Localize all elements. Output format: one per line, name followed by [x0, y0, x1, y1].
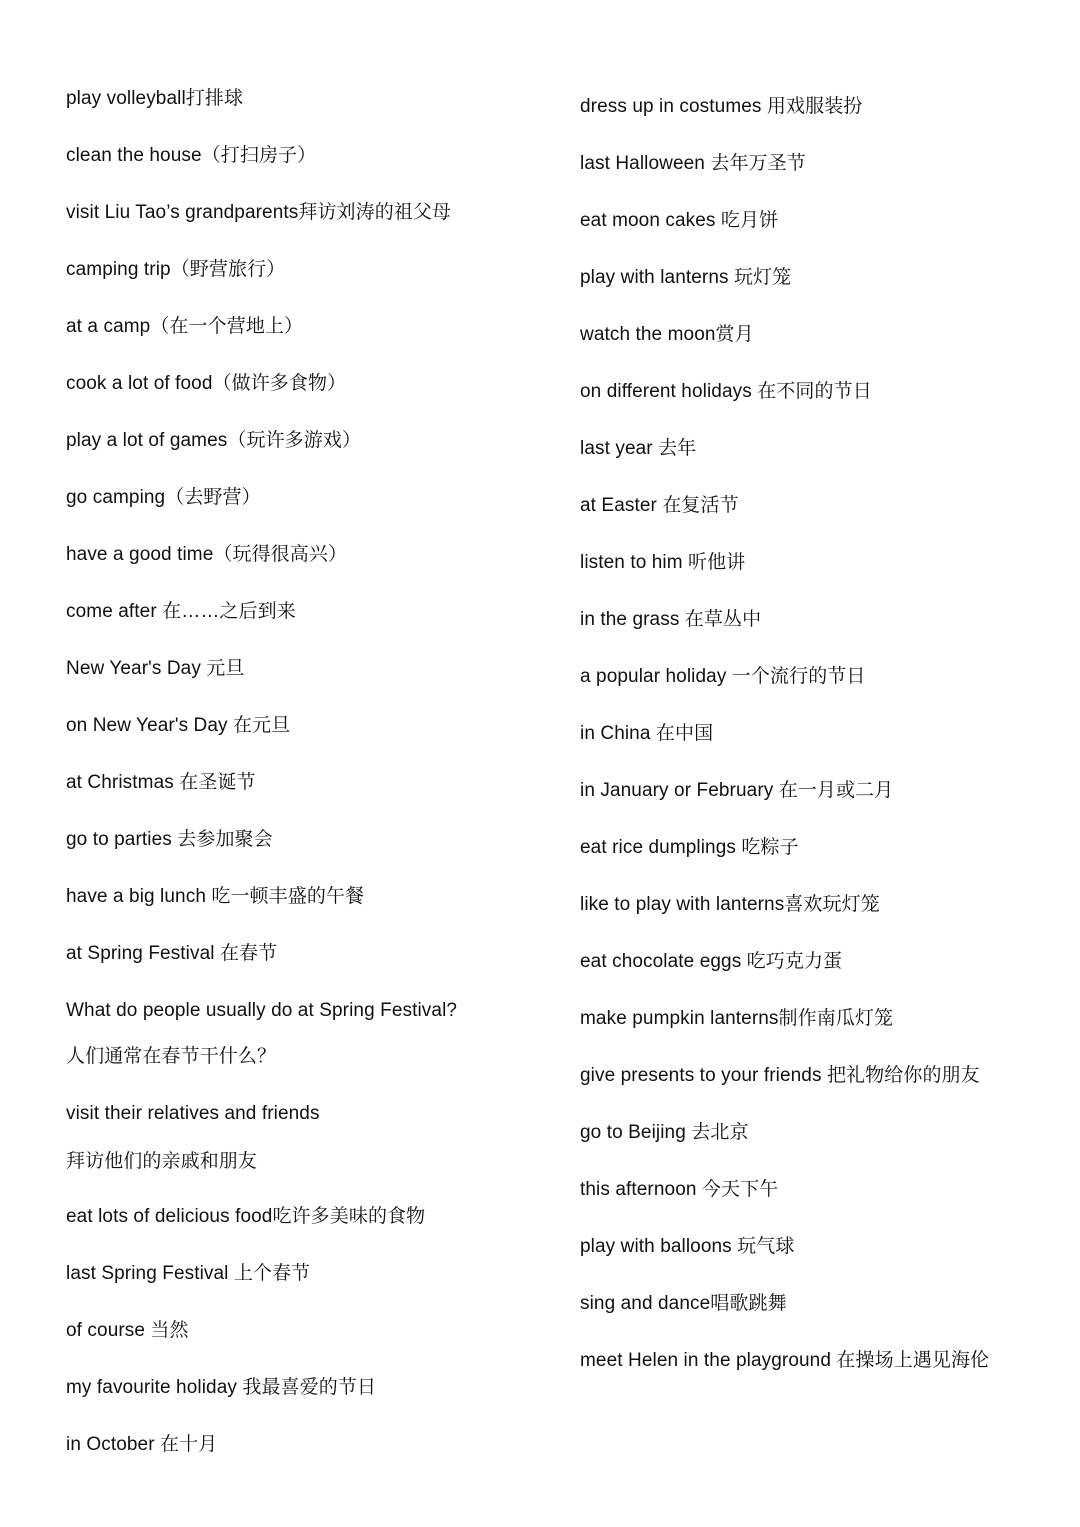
vocab-entry: meet Helen in the playground 在操场上遇见海伦	[580, 1350, 990, 1371]
vocab-entry: go camping（去野营）	[66, 487, 261, 508]
vocab-entry: on different holidays 在不同的节日	[580, 381, 872, 402]
vocab-entry: camping trip（野营旅行）	[66, 259, 286, 280]
vocab-entry: last year 去年	[580, 438, 697, 459]
vocab-entry: last Halloween 去年万圣节	[580, 153, 806, 174]
vocab-entry: at Spring Festival 在春节	[66, 943, 278, 964]
vocab-entry: this afternoon 今天下午	[580, 1179, 779, 1200]
vocab-entry: New Year's Day 元旦	[66, 658, 245, 679]
vocab-entry: sing and dance唱歌跳舞	[580, 1293, 787, 1314]
vocab-entry: watch the moon赏月	[580, 324, 754, 345]
vocab-entry: in January or February 在一月或二月	[580, 780, 894, 801]
vocab-entry: in China 在中国	[580, 723, 714, 744]
vocab-entry: play volleyball打排球	[66, 88, 244, 109]
vocab-entry: at Easter 在复活节	[580, 495, 739, 516]
vocab-entry: on New Year's Day 在元旦	[66, 715, 291, 736]
vocab-entry: have a good time（玩得很高兴）	[66, 544, 348, 565]
vocab-entry: cook a lot of food（做许多食物）	[66, 373, 347, 394]
vocab-entry: listen to him 听他讲	[580, 552, 746, 573]
vocab-entry: have a big lunch 吃一顿丰盛的午餐	[66, 886, 365, 907]
vocab-entry: my favourite holiday 我最喜爱的节日	[66, 1377, 377, 1398]
vocab-entry: What do people usually do at Spring Festival?	[66, 1000, 458, 1021]
vocab-entry: eat lots of delicious food吃许多美味的食物	[66, 1206, 426, 1227]
vocab-entry: a popular holiday 一个流行的节日	[580, 666, 866, 687]
vocab-entry: give presents to your friends 把礼物给你的朋友	[580, 1065, 980, 1086]
vocab-entry: make pumpkin lanterns制作南瓜灯笼	[580, 1008, 894, 1029]
vocab-entry: at a camp（在一个营地上）	[66, 316, 304, 337]
vocab-entry: eat rice dumplings 吃粽子	[580, 837, 799, 858]
vocab-entry: clean the house（打扫房子）	[66, 145, 317, 166]
vocab-entry: eat moon cakes 吃月饼	[580, 210, 779, 231]
vocab-entry: in the grass 在草丛中	[580, 609, 762, 630]
vocab-entry: of course 当然	[66, 1320, 189, 1341]
vocab-entry: dress up in costumes 用戏服装扮	[580, 96, 863, 117]
vocab-entry: eat chocolate eggs 吃巧克力蛋	[580, 951, 843, 972]
vocab-entry: go to parties 去参加聚会	[66, 829, 273, 850]
vocab-entry: play with balloons 玩气球	[580, 1236, 795, 1257]
vocab-entry-translation: 人们通常在春节干什么？	[66, 1046, 277, 1067]
vocab-entry: like to play with lanterns喜欢玩灯笼	[580, 894, 880, 915]
vocab-entry: in October 在十月	[66, 1434, 218, 1455]
vocab-entry: visit Liu Tao’s grandparents拜访刘涛的祖父母	[66, 202, 452, 223]
vocab-entry: visit their relatives and friends	[66, 1103, 320, 1124]
vocab-entry: play with lanterns 玩灯笼	[580, 267, 792, 288]
vocab-entry: last Spring Festival 上个春节	[66, 1263, 311, 1284]
vocab-entry-translation: 拜访他们的亲戚和朋友	[66, 1151, 258, 1172]
vocab-entry: go to Beijing 去北京	[580, 1122, 749, 1143]
vocab-entry: play a lot of games（玩许多游戏）	[66, 430, 362, 451]
vocab-entry: at Christmas 在圣诞节	[66, 772, 256, 793]
vocab-entry: come after 在……之后到来	[66, 601, 296, 622]
